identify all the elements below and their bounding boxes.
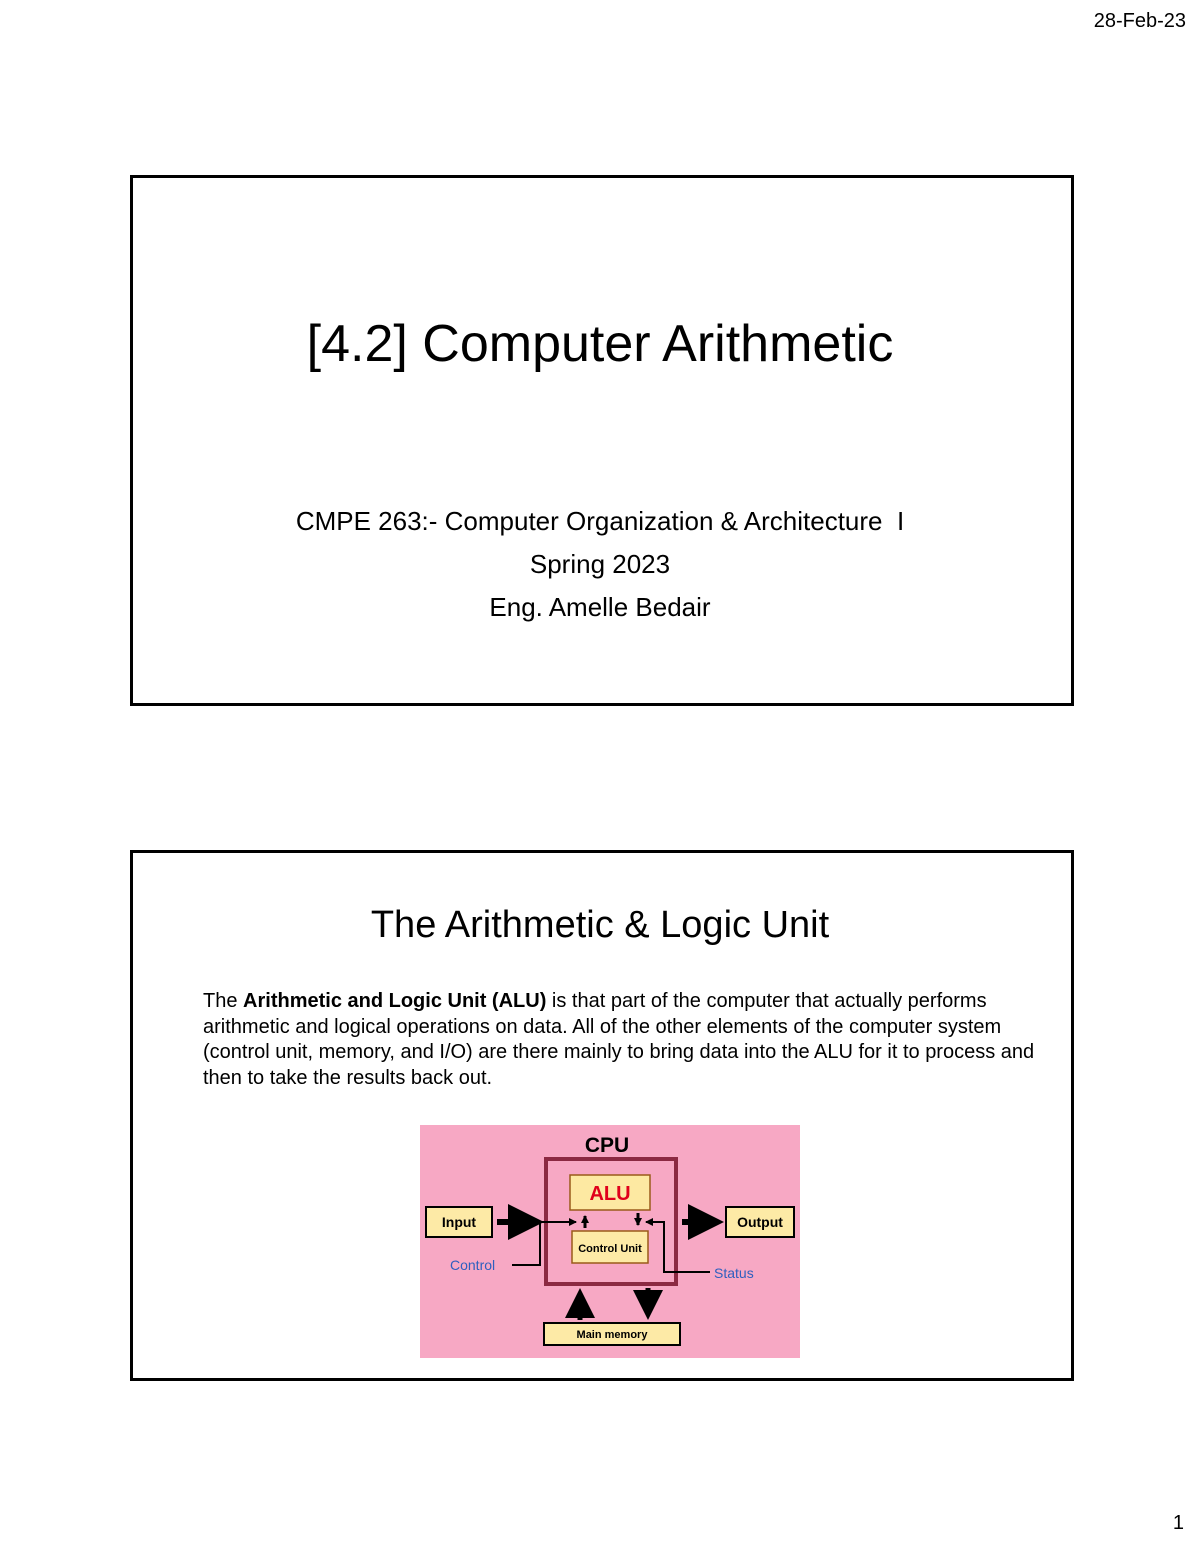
control-unit-label: Control Unit <box>578 1243 642 1255</box>
main-memory-label: Main memory <box>576 1329 648 1341</box>
slide-title: [4.2] Computer Arithmetic <box>306 315 894 373</box>
instructor-name: Eng. Amelle Bedair <box>489 592 711 622</box>
status-label: Status <box>714 1265 754 1281</box>
slide-title: The Arithmetic & Logic Unit <box>370 904 830 946</box>
paragraph-lead: The <box>203 990 244 1012</box>
cpu-label: CPU <box>584 1134 630 1157</box>
slide-paragraph <box>203 989 1055 1091</box>
page-number: 1 <box>1172 1512 1184 1534</box>
slide-subtitle-block <box>0 500 1200 629</box>
course-name: CMPE 263:- Computer Organization & Architecture I <box>295 506 905 536</box>
alu-label: ALU <box>589 1183 631 1205</box>
control-label: Control <box>450 1257 496 1273</box>
term: Spring 2023 <box>529 549 671 579</box>
output-label: Output <box>737 1214 783 1230</box>
header-date: 28-Feb-23 <box>1093 10 1186 32</box>
cpu-diagram <box>420 1125 800 1358</box>
paragraph-bold-term: Arithmetic and Logic Unit (ALU) <box>243 990 547 1012</box>
input-label: Input <box>441 1214 477 1230</box>
paragraph-rest: is that part of the computer that actually performs arithmetic and logical operations on data. All of the other elements of the computer system (control unit, memory, and I/O) are there mainly to bring data into the ALU for it to process and then to take the results back out. <box>203 990 1035 1089</box>
